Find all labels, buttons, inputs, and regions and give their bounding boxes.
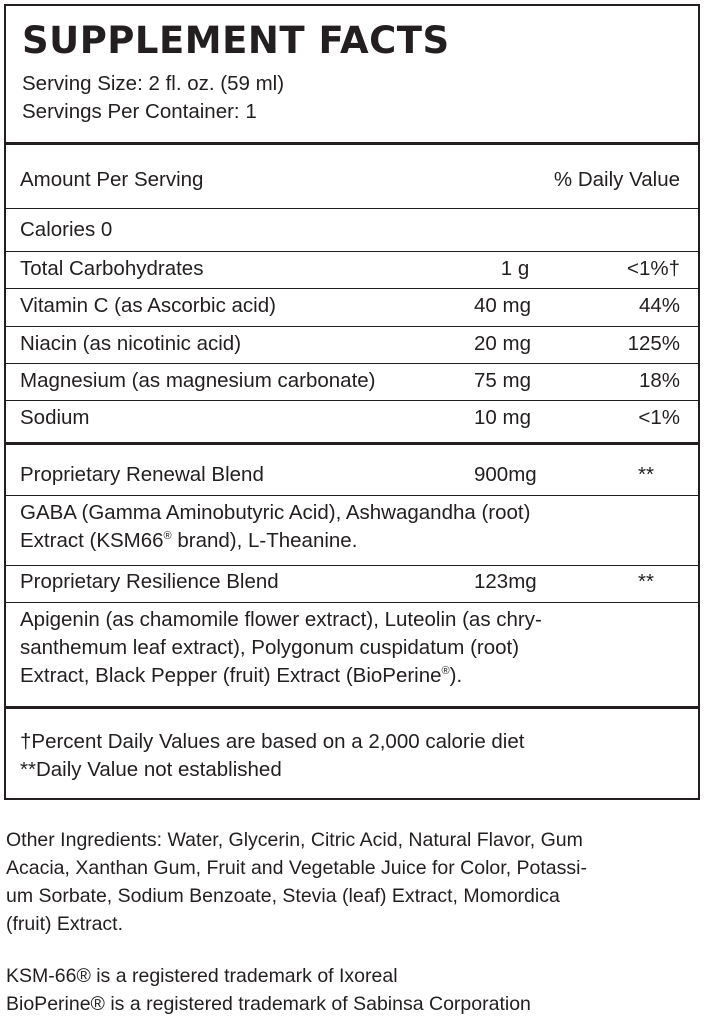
divider <box>6 706 698 709</box>
blend-daily-value: ** <box>638 463 654 486</box>
divider <box>6 363 698 364</box>
blend-name: Proprietary Resilience Blend <box>20 570 279 593</box>
nutrient-daily-value: 125% <box>627 332 680 355</box>
nutrient-name: Vitamin C (as Ascorbic acid) <box>20 294 276 317</box>
nutrient-daily-value: 18% <box>638 369 680 392</box>
divider <box>6 565 698 566</box>
divider <box>6 495 698 496</box>
trademark-note: BioPerine® is a registered trademark of Sabinsa Corporation <box>6 993 531 1015</box>
trademarks <box>6 962 696 1018</box>
blend-daily-value: ** <box>638 570 654 593</box>
divider <box>6 602 698 603</box>
divider <box>6 208 698 209</box>
blend-ingredients: Apigenin (as chamomile flower extract), Luteolin (as chry- santhemum leaf extract), Polygonum cuspidatum (root) Extract, Black Pepper (fruit) Extract (BioPerine®). <box>20 608 542 687</box>
panel-title: SUPPLEMENT FACTS <box>22 19 450 62</box>
nutrient-daily-value: 44% <box>638 294 680 317</box>
nutrient-amount: 10 mg <box>474 406 531 429</box>
divider <box>6 251 698 252</box>
divider <box>6 326 698 327</box>
blend-amount: 900mg <box>474 463 537 486</box>
blend-ingredients: GABA (Gamma Aminobutyric Acid), Ashwagandha (root) Extract (KSM66® brand), L-Theanine. <box>20 501 531 552</box>
blend-amount: 123mg <box>474 570 537 593</box>
blend-name: Proprietary Renewal Blend <box>20 463 264 486</box>
trademark-note: KSM-66® is a registered trademark of Ixoreal <box>6 965 398 987</box>
servings-per-container: Servings Per Container: 1 <box>22 100 257 123</box>
nutrient-amount: 20 mg <box>474 332 531 355</box>
footnote: **Daily Value not established <box>20 758 282 781</box>
other-ingredients: Other Ingredients: Water, Glycerin, Citric Acid, Natural Flavor, Gum Acacia, Xanthan Gum, Fruit and Vegetable Juice for Color, Potassi- um Sorbate, Sodium Benzoate, Stevia (leaf) Extract, Momordica (fruit) Extract. <box>6 829 587 935</box>
divider <box>6 288 698 289</box>
nutrient-daily-value: <1%† <box>626 257 680 280</box>
serving-info <box>22 70 284 126</box>
divider <box>6 400 698 401</box>
daily-value-header: % Daily Value <box>553 168 680 191</box>
nutrient-daily-value: <1% <box>638 406 680 429</box>
divider <box>6 142 698 145</box>
nutrient-amount: 75 mg <box>474 369 531 392</box>
divider <box>6 442 698 445</box>
nutrient-name: Magnesium (as magnesium carbonate) <box>20 369 376 392</box>
footnotes <box>20 728 680 784</box>
calories: Calories 0 <box>20 218 113 241</box>
nutrient-amount: 40 mg <box>474 294 531 317</box>
amount-per-serving-header: Amount Per Serving <box>20 168 204 191</box>
supplement-facts-panel <box>4 4 700 800</box>
nutrient-name: Total Carbohydrates <box>20 257 204 280</box>
nutrient-name: Sodium <box>20 406 90 429</box>
nutrient-amount: 1 g <box>500 257 530 280</box>
footnote: †Percent Daily Values are based on a 2,000 calorie diet <box>20 730 525 753</box>
nutrient-name: Niacin (as nicotinic acid) <box>20 332 242 355</box>
serving-size: Serving Size: 2 fl. oz. (59 ml) <box>22 72 285 95</box>
